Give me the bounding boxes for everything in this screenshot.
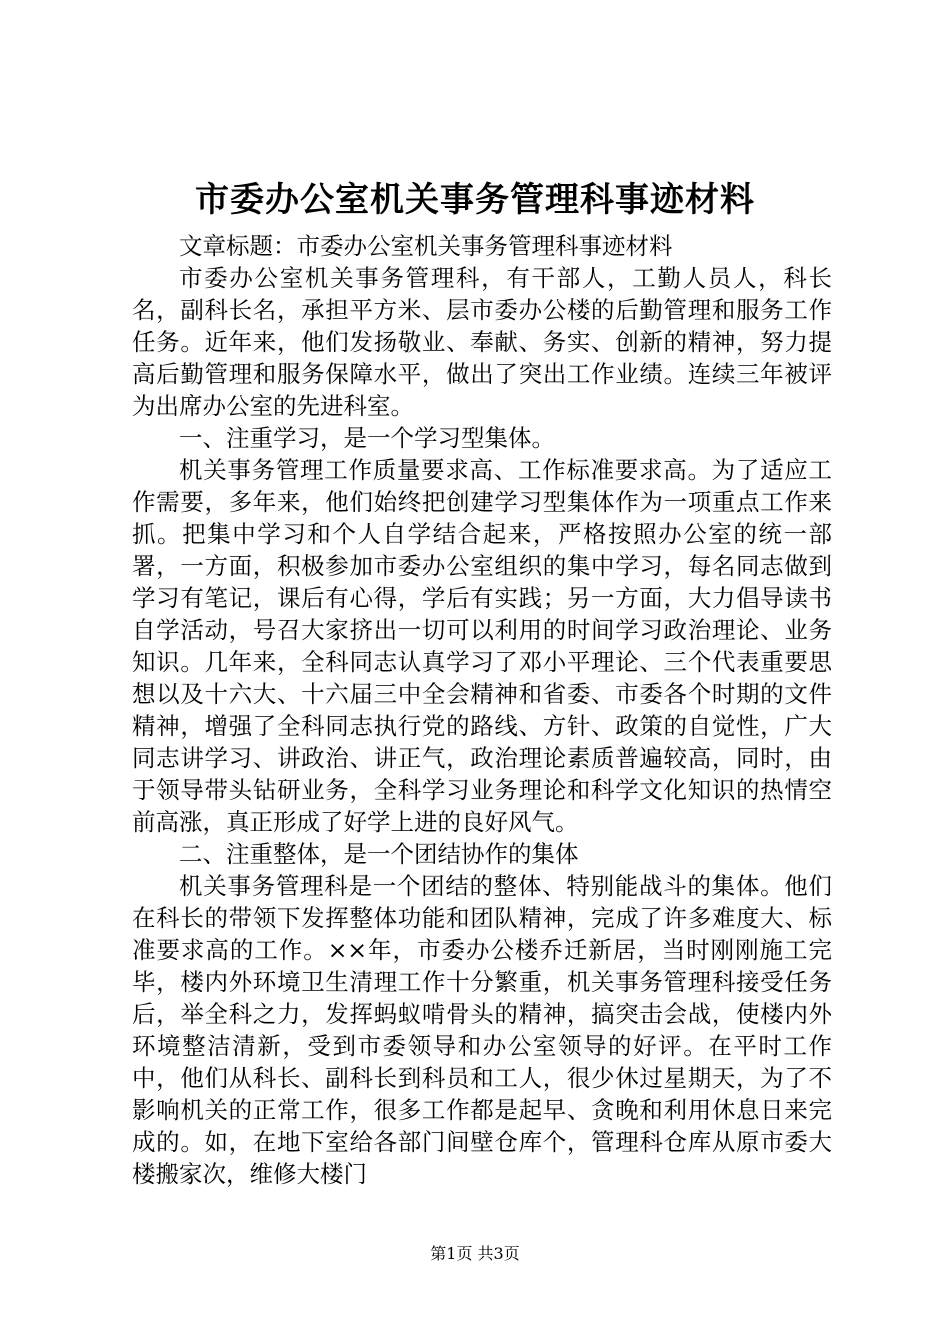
page-footer: 第1页 共3页 (430, 1244, 520, 1263)
article-title-line: 文章标题：市委办公室机关事务管理科事迹材料 (179, 232, 673, 260)
document-title: 市委办公室机关事务管理科事迹材料 (195, 180, 755, 220)
section-heading-1: 一、注重学习，是一个学习型集体。 (179, 424, 555, 452)
document-body (132, 230, 832, 1190)
paragraph-intro: 市委办公室机关事务管理科，有干部人，工勤人员人，科长名，副科长名，承担平方米、层市委办公楼的后勤管理和服务工作任务。近年来，他们发扬敬业、奉献、务实、创新的精神，努力提高后勤管理和服务保障水平，做出了突出工作业绩。连续三年被评为出席办公室的先进科室。 (132, 264, 832, 420)
paragraph-section-1: 机关事务管理工作质量要求高、工作标准要求高。为了适应工作需要，多年来，他们始终把创建学习型集体作为一项重点工作来抓。把集中学习和个人自学结合起来，严格按照办公室的统一部署，一方面，积极参加市委办公室组织的集中学习，每名同志做到学习有笔记，课后有心得，学后有实践；另一方面，大力倡导读书自学活动，号召大家挤出一切可以利用的时间学习政治理论、业务知识。几年来，全科同志认真学习了邓小平理论、三个代表重要思想以及十六大、十六届三中全会精神和省委、市委各个时期的文件精神，增强了全科同志执行党的路线、方针、政策的自觉性，广大同志讲学习、讲政治、讲正气，政治理论素质普遍较高，同时，由于领导带头钻研业务，全科学习业务理论和科学文化知识的热情空前高涨，真正形成了好学上进的良好风气。 (132, 456, 832, 836)
section-heading-2: 二、注重整体，是一个团结协作的集体 (179, 840, 579, 868)
paragraph-section-2: 机关事务管理科是一个团结的整体、特别能战斗的集体。他们在科长的带领下发挥整体功能和团队精神，完成了许多难度大、标准要求高的工作。××年，市委办公楼乔迁新居，当时刚刚施工完毕，楼内外环境卫生清理工作十分繁重，机关事务管理科接受任务后，举全科之力，发挥蚂蚁啃骨头的精神，搞突击会战，使楼内外环境整洁清新，受到市委领导和办公室领导的好评。在平时工作中，他们从科长、副科长到科员和工人，很少休过星期天，为了不影响机关的正常工作，很多工作都是起早、贪晚和利用休息日来完成的。如，在地下室给各部门间壁仓库个，管理科仓库从原市委大楼搬家次，维修大楼门 (132, 872, 832, 1188)
